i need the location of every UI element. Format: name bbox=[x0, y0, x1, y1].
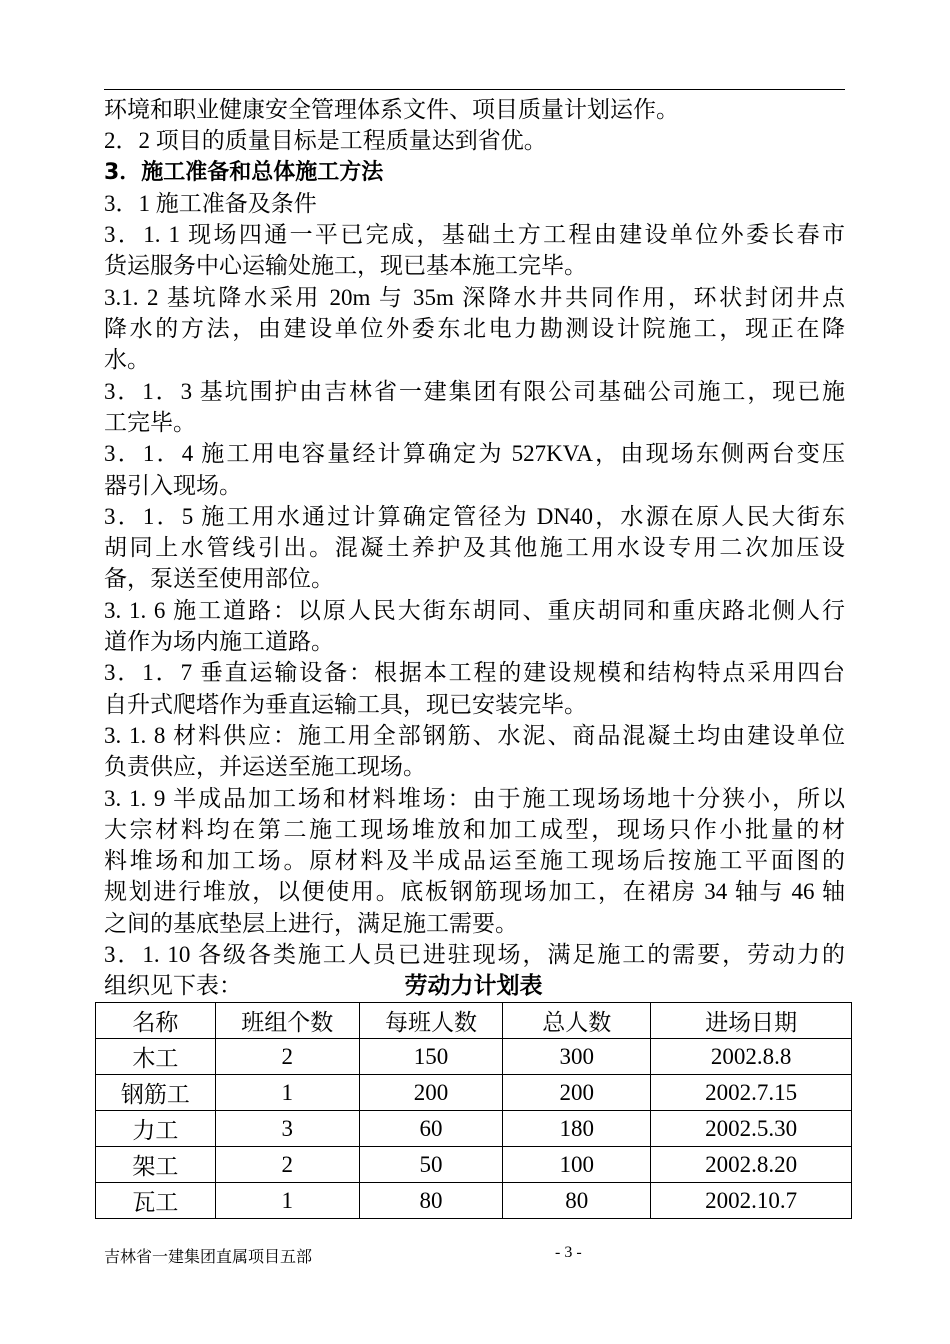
table-cell: 2002.10.7 bbox=[651, 1183, 852, 1219]
paragraph-line: 3．1．3 基坑围护由吉林省一建集团有限公司基础公司施工，现已施 bbox=[104, 378, 845, 404]
labor-plan-table bbox=[95, 1002, 852, 1219]
paragraph-line: 3. 1. 8 材料供应：施工用全部钢筋、水泥、商品混凝土均由建设单位 bbox=[104, 722, 845, 748]
table-cell: 150 bbox=[359, 1039, 503, 1075]
table-row bbox=[96, 1111, 852, 1147]
paragraph-line: 负责供应，并运送至施工现场。 bbox=[104, 754, 426, 780]
table-cell: 2002.7.15 bbox=[651, 1075, 852, 1111]
paragraph-line: 道作为场内施工道路。 bbox=[104, 629, 334, 655]
table-cell: 瓦工 bbox=[96, 1183, 216, 1219]
paragraph-line: 胡同上水管线引出。混凝土养护及其他施工用水设专用二次加压设 bbox=[104, 535, 845, 561]
table-cell: 架工 bbox=[96, 1147, 216, 1183]
paragraph-line: 自升式爬塔作为垂直运输工具，现已安装完毕。 bbox=[104, 691, 587, 717]
table-cell: 50 bbox=[359, 1147, 503, 1183]
paragraph-line: 组织见下表： bbox=[104, 973, 242, 999]
paragraph-line: 3.1. 2 基坑降水采用 20m 与 35m 深降水井共同作用，环状封闭井点 bbox=[104, 284, 845, 310]
table-cell: 200 bbox=[503, 1075, 651, 1111]
table-cell: 2002.5.30 bbox=[651, 1111, 852, 1147]
paragraph-line: 3. 1. 9 半成品加工场和材料堆场：由于施工现场场地十分狭小，所以 bbox=[104, 785, 845, 811]
table-cell: 2 bbox=[215, 1147, 359, 1183]
paragraph-line: 器引入现场。 bbox=[104, 472, 242, 498]
table-cell: 180 bbox=[503, 1111, 651, 1147]
paragraph-line: 大宗材料均在第二施工现场堆放和加工成型，现场只作小批量的材 bbox=[104, 816, 845, 842]
table-row bbox=[96, 1075, 852, 1111]
table-row bbox=[96, 1039, 852, 1075]
table-cell: 200 bbox=[359, 1075, 503, 1111]
table-cell: 钢筋工 bbox=[96, 1075, 216, 1111]
table-cell: 2002.8.20 bbox=[651, 1147, 852, 1183]
table-cell: 1 bbox=[215, 1075, 359, 1111]
header-cell-total: 总人数 bbox=[503, 1003, 651, 1039]
footer-company: 吉林省一建集团直属项目五部 bbox=[104, 1249, 313, 1266]
footer-page-number: - 3 - bbox=[555, 1244, 582, 1261]
table-cell: 100 bbox=[503, 1147, 651, 1183]
paragraph-line: 3．1. 10 各级各类施工人员已进驻现场，满足施工的需要，劳动力的 bbox=[104, 942, 845, 968]
header-cell-teams: 班组个数 bbox=[215, 1003, 359, 1039]
paragraph-line: 备，泵送至使用部位。 bbox=[104, 566, 334, 592]
header-cell-date: 进场日期 bbox=[651, 1003, 852, 1039]
paragraph-line: 3．1. 1 现场四通一平已完成，基础土方工程由建设单位外委长春市 bbox=[104, 222, 845, 248]
paragraph-line: 之间的基底垫层上进行，满足施工需要。 bbox=[104, 910, 518, 936]
paragraph-line: 3．1．5 施工用水通过计算确定管径为 DN40，水源在原人民大街东 bbox=[104, 503, 845, 529]
paragraph-line: 货运服务中心运输处施工，现已基本施工完毕。 bbox=[104, 253, 587, 279]
subsection-heading: 3．1 施工准备及条件 bbox=[104, 190, 317, 216]
paragraph-line: 工完毕。 bbox=[104, 409, 196, 435]
table-cell: 木工 bbox=[96, 1039, 216, 1075]
paragraph-line: 3. 1. 6 施工道路：以原人民大街东胡同、重庆胡同和重庆路北侧人行 bbox=[104, 597, 845, 623]
paragraph-line: 规划进行堆放，以便使用。底板钢筋现场加工，在裙房 34 轴与 46 轴 bbox=[104, 879, 846, 905]
body-text bbox=[104, 94, 845, 1002]
table-cell: 80 bbox=[359, 1183, 503, 1219]
paragraph-line: 水。 bbox=[104, 347, 150, 373]
table-cell: 3 bbox=[215, 1111, 359, 1147]
table-cell: 80 bbox=[503, 1183, 651, 1219]
table-cell: 60 bbox=[359, 1111, 503, 1147]
header-rule bbox=[104, 89, 845, 90]
table-cell: 2 bbox=[215, 1039, 359, 1075]
section-heading: 3．施工准备和总体施工方法 bbox=[104, 159, 384, 185]
table-cell: 300 bbox=[503, 1039, 651, 1075]
table-row bbox=[96, 1183, 852, 1219]
table-row bbox=[96, 1147, 852, 1183]
header-cell-per-team: 每班人数 bbox=[359, 1003, 503, 1039]
paragraph-line: 料堆场和加工场。原材料及半成品运至施工现场后按施工平面图的 bbox=[104, 848, 845, 874]
table-title: 劳动力计划表 bbox=[404, 973, 543, 999]
paragraph-line: 环境和职业健康安全管理体系文件、项目质量计划运作。 bbox=[104, 97, 679, 122]
paragraph-line: 2．2 项目的质量目标是工程质量达到省优。 bbox=[104, 128, 547, 154]
paragraph-line: 降水的方法，由建设单位外委东北电力勘测设计院施工，现正在降 bbox=[104, 316, 845, 342]
paragraph-line: 3．1．7 垂直运输设备：根据本工程的建设规模和结构特点采用四台 bbox=[104, 660, 845, 686]
table-cell: 2002.8.8 bbox=[651, 1039, 852, 1075]
table-cell: 1 bbox=[215, 1183, 359, 1219]
header-cell-name: 名称 bbox=[96, 1003, 216, 1039]
table-header-row bbox=[96, 1003, 852, 1039]
paragraph-line: 3．1．4 施工用电容量经计算确定为 527KVA，由现场东侧两台变压 bbox=[104, 441, 845, 467]
table-cell: 力工 bbox=[96, 1111, 216, 1147]
